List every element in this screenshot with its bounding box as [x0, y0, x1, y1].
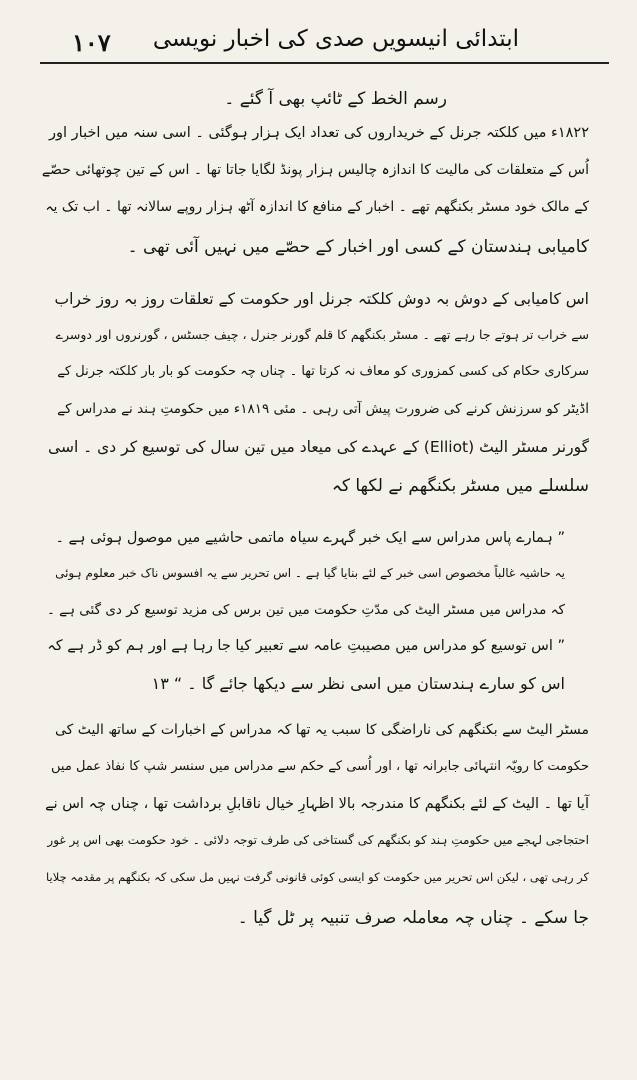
paragraph-3-line-2: سے خراب تر ہوتے جا رہے تھے ۔ مسٹر بکنگھم کا قلم گورنر جنرل ، چیف جسٹس ، گورنروں اور دوسرے: [55, 327, 589, 342]
quote-line-2: یہ حاشیہ غالباً مخصوص اسی خبر کے لئے بنایا گیا ہے ۔ اس تحریر سے یہ افسوس ناک خبر معلوم ہوئی: [55, 566, 565, 580]
paragraph-2-line-2: اُس کے متعلقات کی مالیت کا اندازہ چالیس ہزار پونڈ لگایا جاتا تھا ۔ اس کے تین چوتھائی حصّے: [41, 162, 589, 178]
paragraph-4-line-4: احتجاجی لہجے میں حکومتِ ہند کو بکنگھم کی گستاخی کی طرف توجہ دلائی ۔ خود حکومت بھی اس پر غور: [47, 833, 589, 847]
paragraph-4-line-6: جا سکے ۔ چناں چہ معاملہ صرف تنبیہ پر ٹل گیا ۔: [237, 908, 589, 928]
page-header: [40, 22, 609, 64]
quote-line-5: اس کو سارے ہندستان میں اسی نظر سے دیکھا جائے گا ۔ “ ۱۳: [151, 674, 565, 693]
paragraph-4-line-1: مسٹر الیٹ سے بکنگھم کی ناراضگی کا سبب یہ تھا کہ مدراس کے اخبارات کے ساتھ الیٹ کی: [54, 722, 589, 738]
quote-line-4: ” اس توسیع کو مدراس میں مصیبتِ عامہ سے تعبیر کیا جا رہا ہے اور ہم کو ڈر ہے کہ: [47, 638, 565, 654]
running-title: ابتدائی انیسویں صدی کی اخبار نویسی: [152, 26, 519, 52]
paragraph-3-line-1: اس کامیابی کے دوش بہ دوش کلکتہ جرنل اور حکومت کے تعلقات روز بہ روز خراب: [54, 290, 589, 308]
paragraph-1-line-1: رسم الخط کے ٹائپ بھی آ گئے ۔: [224, 89, 447, 109]
paragraph-3-line-5: گورنر مسٹر الیٹ (Elliot) کے عہدے کی میعاد میں تین سال کی توسیع کر دی ۔ اسی: [48, 438, 589, 456]
quote-line-1: ” ہمارے پاس مدراس سے ایک خبر گہرے سیاہ ماتمی حاشیے میں موصول ہوئی ہے ۔: [55, 530, 565, 546]
paragraph-3-line-4: اڈیٹر کو سرزنش کرنے کی ضرورت پیش آتی رہی ۔ مئی ۱۸۱۹ء میں حکومتِ ہند نے مدراس کے: [57, 401, 589, 417]
paragraph-4-line-5: کر رہی تھی ، لیکن اس تحریر میں حکومت کو ایسی کوئی قانونی گرفت نہیں مل سکی کہ بکنگھم پر مقدمہ چلایا: [46, 870, 589, 884]
paragraph-2-line-3: کے مالک خود مسٹر بکنگھم تھے ۔ اخبار کے منافع کا اندازہ آٹھ ہزار روپے سالانہ تھا ۔ اب تک یہ: [45, 199, 589, 215]
quote-line-3: کہ مدراس میں مسٹر الیٹ کی مدّتِ حکومت میں تین برس کی مزید توسیع کر دی گئی ہے ۔: [46, 602, 565, 618]
paragraph-2-line-4: کامیابی ہندستان کے کسی اور اخبار کے حصّے میں نہیں آئی تھی ۔: [127, 237, 589, 257]
paragraph-2-line-1: ۱۸۲۲ء میں کلکتہ جرنل کے خریداروں کی تعداد ایک ہزار ہوگئی ۔ اسی سنہ میں اخبار اور: [49, 125, 589, 141]
paragraph-3-line-3: سرکاری حکام کی کسی کمزوری کو معاف نہ کرتا تھا ۔ چناں چہ حکومت کو بار بار کلکتہ جرنل کے: [57, 364, 589, 379]
page-number: ۱۰۷: [72, 28, 111, 57]
paragraph-3-line-6: سلسلے میں مسٹر بکنگھم نے لکھا کہ: [331, 476, 589, 496]
paragraph-4-line-2: حکومت کا رویّہ انتہائی جابرانہ تھا ، اور اُسی کے حکم سے مدراس میں سنسر شپ کا نفاذ عمل میں: [51, 759, 589, 774]
paragraph-4-line-3: آیا تھا ۔ الیٹ کے لئے بکنگھم کا مندرجہ بالا اظہارِ خیال ناقابلِ برداشت تھا ، چناں چہ اس نے: [45, 796, 589, 812]
